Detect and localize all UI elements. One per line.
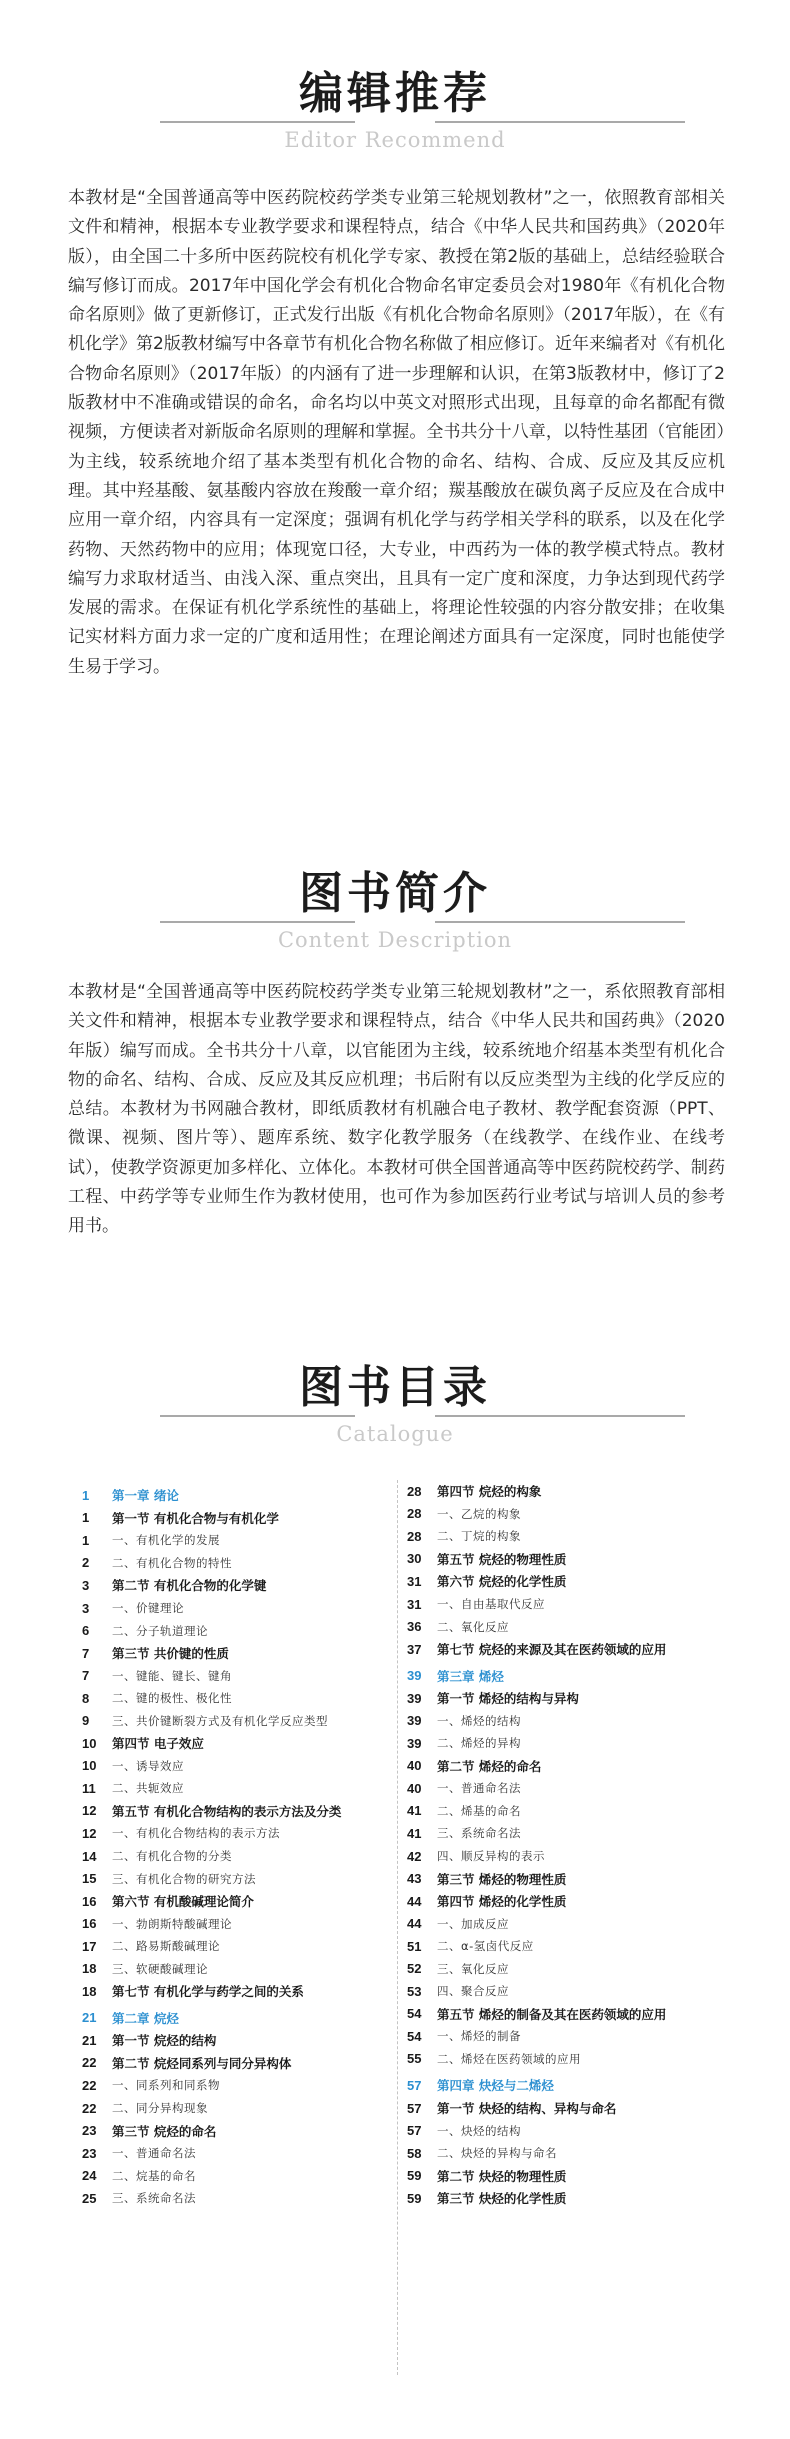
toc-page-number: 54: [407, 2028, 422, 2044]
toc-item-row: [82, 1529, 392, 1552]
toc-section-row: [407, 2097, 737, 2120]
toc-entry-title: 三、软硬酸碱理论: [112, 1961, 208, 1976]
toc-page-number: 42: [407, 1848, 422, 1864]
toc-page-number: 22: [82, 2077, 97, 2093]
toc-section-row: [82, 1574, 392, 1597]
toc-page-number: 44: [407, 1893, 422, 1909]
toc-item-row: [82, 1552, 392, 1575]
toc-item-row: [82, 2097, 392, 2120]
toc-entry-title: 一、加成反应: [437, 1916, 509, 1931]
title-rule-left: [160, 921, 355, 923]
toc-item-row: [407, 1957, 737, 1980]
toc-entry-title: 二、分子轨道理论: [112, 1623, 208, 1638]
toc-item-row: [407, 1593, 737, 1616]
toc-entry-title: 第二节 烯烃的命名: [437, 1758, 542, 1774]
toc-entry-title: 第五节 烷烃的物理性质: [437, 1551, 567, 1567]
toc-page-number: 22: [82, 2055, 97, 2071]
toc-entry-title: 第七节 烷烃的来源及其在医药领域的应用: [437, 1642, 667, 1658]
toc-page-number: 9: [82, 1713, 90, 1729]
toc-page-number: 17: [82, 1938, 97, 1954]
toc-item-row: [82, 1709, 392, 1732]
toc-page-number: 51: [407, 1938, 422, 1954]
toc-page-number: 53: [407, 1983, 422, 1999]
editor-recommend-paragraph: 本教材是“全国普通高等中医药院校药学类专业第三轮规划教材”之一，依照教育部相关文件和精神，根据本专业教学要求和课程特点，结合《中华人民共和国药典》（2020年版），由全国二十多所中医药院校有机化学专家、教授在第2版的基础上，总结经验联合编写修订而成。2017年中国化学会有机化合物命名审定委员会对1980年《有机化合物命名原则》做了更新修订，正式发行出版《有机化合物命名原则》（2017年版），在《有机化学》第2版教材编写中各章节有机化合物名称做了相应修订。近年来编者对《有机化合物命名原则》（2017年版）的内涵有了进一步理解和认识，在第3版教材中，修订了2版教材中不准确或错误的命名，命名均以中英文对照形式出现，且每章的命名都配有微视频，方便读者对新版命名原则的理解和掌握。全书共分十八章，以特性基团（官能团）为主线，较系统地介绍了基本类型有机化合物的命名、结构、合成、反应及其反应机理。其中羟基酸、氨基酸内容放在羧酸一章介绍；羰基酸放在碳负离子反应及在合成中应用一章介绍，内容具有一定深度；强调有机化学与药学相关学科的联系，以及在化学药物、天然药物中的应用；体现宽口径，大专业，中西药为一体的教学模式特点。教材编写力求取材适当、由浅入深、重点突出，且具有一定广度和深度，力争达到现代药学发展的需求。在保证有机化学系统性的基础上，将理论性较强的内容分散安排；在收集记实材料方面力求一定的广度和适用性；在理论阐述方面具有一定深度，同时也能使学生易于学习。: [68, 188, 725, 677]
toc-item-row: [407, 2119, 737, 2142]
toc-entry-title: 二、烯烃的异构: [437, 1736, 521, 1751]
toc-right-column: [407, 1480, 737, 2210]
toc-entry-title: 第四节 烯烃的化学性质: [437, 1894, 567, 1910]
toc-page-number: 37: [407, 1641, 422, 1657]
toc-entry-title: 第二节 烷烃同系列与同分异构体: [112, 2055, 292, 2071]
toc-column-divider: [397, 1480, 398, 2375]
toc-item-row: [82, 1687, 392, 1710]
toc-entry-title: 一、价键理论: [112, 1601, 184, 1615]
toc-entry-title: 二、共轭效应: [112, 1781, 184, 1796]
toc-chapter-row: [407, 1664, 737, 1687]
toc-entry-title: 第三节 共价键的性质: [112, 1646, 229, 1662]
toc-section-row: [407, 1755, 737, 1778]
toc-entry-title: 第一节 烷烃的结构: [112, 2033, 217, 2049]
toc-page-number: 57: [407, 2123, 422, 2139]
toc-page-number: 16: [82, 1916, 97, 1932]
toc-entry-title: 四、聚合反应: [437, 1984, 509, 1999]
toc-page-number: 39: [407, 1735, 422, 1751]
toc-entry-title: 三、氧化反应: [437, 1961, 509, 1976]
toc-page-number: 23: [82, 2123, 97, 2139]
toc-entry-title: 二、同分异构现象: [112, 2101, 208, 2116]
toc-entry-title: 第四节 电子效应: [112, 1736, 204, 1752]
toc-item-row: [407, 2048, 737, 2071]
toc-entry-title: 第一章 绪论: [112, 1488, 179, 1504]
toc-entry-title: 第三节 烷烃的命名: [112, 2123, 217, 2139]
toc-item-row: [407, 1845, 737, 1868]
toc-entry-title: 一、烯烃的结构: [437, 1713, 521, 1728]
toc-entry-title: 二、键的极性、极化性: [112, 1691, 232, 1706]
toc-entry-title: 第七节 有机化学与药学之间的关系: [112, 1984, 304, 2000]
toc-page-number: 1: [82, 1510, 90, 1526]
toc-section-row: [82, 1732, 392, 1755]
toc-page-number: 39: [407, 1713, 422, 1729]
toc-page-number: 24: [82, 2168, 97, 2184]
toc-entry-title: 第一节 炔烃的结构、异构与命名: [437, 2101, 617, 2117]
toc-section-row: [82, 1980, 392, 2003]
toc-page-number: 28: [407, 1483, 422, 1499]
toc-item-row: [82, 1935, 392, 1958]
toc-item-row: [407, 1615, 737, 1638]
toc-section-row: [82, 1642, 392, 1665]
editor-section-title: 编辑推荐: [299, 68, 491, 119]
toc-page-number: 21: [82, 2032, 97, 2048]
toc-entry-title: 第六节 烷烃的化学性质: [437, 1574, 567, 1590]
toc-entry-title: 二、烷基的命名: [112, 2168, 196, 2183]
toc-entry-title: 二、有机化合物的特性: [112, 1555, 232, 1570]
toc-page-number: 54: [407, 2006, 422, 2022]
toc-entry-title: 一、同系列和同系物: [112, 2078, 220, 2093]
toc-page-number: 41: [407, 1803, 422, 1819]
toc-page-number: 1: [82, 1532, 90, 1548]
toc-page-number: 23: [82, 2145, 97, 2161]
toc-entry-title: 第一节 有机化合物与有机化学: [112, 1510, 279, 1526]
toc-page-number: 31: [407, 1573, 422, 1589]
toc-section-row: [82, 1800, 392, 1823]
toc-entry-title: 一、勃朗斯特酸碱理论: [112, 1916, 232, 1931]
toc-item-row: [82, 1867, 392, 1890]
toc-item-row: [407, 2025, 737, 2048]
editor-section-subtitle: Editor Recommend: [284, 128, 506, 152]
toc-left-column: [82, 1480, 392, 2210]
toc-page-number: 21: [82, 2010, 97, 2026]
toc-page-number: 57: [407, 2100, 422, 2116]
toc-entry-title: 第四章 炔烃与二烯烃: [437, 2078, 554, 2094]
toc-page-number: 18: [82, 1961, 97, 1977]
title-rule-right: [435, 1415, 685, 1417]
toc-entry-title: 二、路易斯酸碱理论: [112, 1939, 220, 1954]
toc-entry-title: 第五节 烯烃的制备及其在医药领域的应用: [437, 2006, 667, 2022]
toc-page-number: 8: [82, 1690, 90, 1706]
toc-entry-title: 一、有机化学的发展: [112, 1533, 220, 1548]
toc-entry-title: 一、乙烷的构象: [437, 1506, 521, 1521]
toc-entry-title: 第四节 烷烃的构象: [437, 1484, 542, 1500]
toc-entry-title: 第三节 炔烃的化学性质: [437, 2191, 567, 2207]
toc-chapter-row: [82, 2007, 392, 2030]
toc-entry-title: 三、有机化合物的研究方法: [112, 1871, 256, 1886]
toc-page-number: 59: [407, 2190, 422, 2206]
toc-section-row: [82, 2119, 392, 2142]
toc-entry-title: 第二章 烷烃: [112, 2010, 179, 2026]
toc-section-row: [82, 1507, 392, 1530]
content-description-paragraph: 本教材是“全国普通高等中医药院校药学类专业第三轮规划教材”之一，系依照教育部相关文件和精神，根据本专业教学要求和课程特点，结合《中华人民共和国药典》（2020年版）编写而成。全书共分十八章，以官能团为主线，较系统地介绍基本类型有机化合物的命名、结构、合成、反应及其反应机理；书后附有以反应类型为主线的化学反应的总结。本教材为书网融合教材，即纸质教材有机融合电子教材、教学配套资源（PPT、微课、视频、图片等）、题库系统、数字化教学服务（在线教学、在线作业、在线考试），使教学资源更加多样化、立体化。本教材可供全国普通高等中医药院校药学、制药工程、中药学等专业师生作为教材使用，也可作为参加医药行业考试与培训人员的参考用书。: [68, 982, 725, 1237]
toc-section-row: [407, 1638, 737, 1661]
toc-item-row: [82, 2187, 392, 2210]
toc-entry-title: 第三章 烯烃: [437, 1668, 504, 1684]
toc-page-number: 3: [82, 1577, 90, 1593]
toc-item-row: [407, 1822, 737, 1845]
toc-section-row: [407, 1570, 737, 1593]
toc-page-number: 52: [407, 1961, 422, 1977]
toc-page-number: 55: [407, 2051, 422, 2067]
toc-section-row: [407, 1687, 737, 1710]
title-rule-left: [160, 1415, 355, 1417]
toc-page-number: 22: [82, 2100, 97, 2116]
toc-item-row: [407, 1935, 737, 1958]
toc-page-number: 10: [82, 1735, 97, 1751]
toc-page-number: 40: [407, 1780, 422, 1796]
toc-item-row: [82, 2074, 392, 2097]
toc-entry-title: 第二节 有机化合物的化学键: [112, 1578, 267, 1594]
toc-entry-title: 一、炔烃的结构: [437, 2123, 521, 2138]
content-section-subtitle: Content Description: [277, 928, 513, 952]
toc-section-row: [407, 2187, 737, 2210]
toc-entry-title: 二、α-氢卤代反应: [437, 1939, 534, 1954]
toc-section-row: [407, 1867, 737, 1890]
toc-entry-title: 二、炔烃的异构与命名: [437, 2146, 557, 2161]
toc-item-row: [407, 1732, 737, 1755]
toc-entry-title: 二、烯烃在医药领域的应用: [437, 2051, 581, 2066]
editor-section-header: [0, 64, 790, 174]
toc-page-number: 57: [407, 2077, 422, 2093]
toc-page-number: 28: [407, 1528, 422, 1544]
toc-entry-title: 一、自由基取代反应: [437, 1597, 545, 1611]
toc-section-row: [407, 2164, 737, 2187]
toc-entry-title: 二、氧化反应: [437, 1619, 509, 1634]
toc-item-row: [82, 1777, 392, 1800]
toc-item-row: [407, 2142, 737, 2165]
catalogue-section-subtitle: Catalogue: [336, 1422, 454, 1446]
toc-page-number: 12: [82, 1825, 97, 1841]
toc-page-number: 7: [82, 1668, 90, 1684]
toc-page-number: 39: [407, 1668, 422, 1684]
toc-page-number: 31: [407, 1596, 422, 1612]
toc-entry-title: 一、诱导效应: [112, 1758, 184, 1773]
toc-entry-title: 一、烯烃的制备: [437, 2029, 521, 2044]
toc-page-number: 28: [407, 1506, 422, 1522]
toc-page-number: 12: [82, 1803, 97, 1819]
toc-item-row: [82, 1597, 392, 1620]
catalogue-section-header: [0, 1358, 790, 1468]
toc-page-number: 15: [82, 1871, 97, 1887]
toc-entry-title: 第三节 烯烃的物理性质: [437, 1871, 567, 1887]
toc-page-number: 18: [82, 1983, 97, 1999]
toc-page-number: 6: [82, 1623, 90, 1639]
toc-entry-title: 三、系统命名法: [112, 2191, 196, 2206]
title-rule-right: [435, 121, 685, 123]
toc-entry-title: 二、烯基的命名: [437, 1803, 521, 1818]
toc-item-row: [82, 1664, 392, 1687]
toc-entry-title: 第一节 烯烃的结构与异构: [437, 1691, 579, 1707]
toc-item-row: [407, 1525, 737, 1548]
toc-item-row: [407, 1709, 737, 1732]
toc-page-number: 30: [407, 1551, 422, 1567]
toc-page-number: 58: [407, 2145, 422, 2161]
toc-page-number: 40: [407, 1758, 422, 1774]
toc-section-row: [407, 2003, 737, 2026]
toc-entry-title: 第六节 有机酸碱理论简介: [112, 1894, 254, 1910]
toc-entry-title: 二、丁烷的构象: [437, 1529, 521, 1544]
toc-page-number: 36: [407, 1619, 422, 1635]
toc-section-row: [407, 1890, 737, 1913]
toc-page-number: 39: [407, 1690, 422, 1706]
toc-page-number: 3: [82, 1600, 90, 1616]
toc-entry-title: 三、系统命名法: [437, 1826, 521, 1841]
toc-item-row: [82, 2164, 392, 2187]
content-section-title: 图书简介: [299, 868, 491, 919]
content-section-header: [0, 864, 790, 974]
toc-page-number: 41: [407, 1825, 422, 1841]
toc-page-number: 7: [82, 1645, 90, 1661]
toc-entry-title: 第五节 有机化合物结构的表示方法及分类: [112, 1803, 342, 1819]
toc-entry-title: 三、共价键断裂方式及有机化学反应类型: [112, 1713, 328, 1728]
toc-page-number: 2: [82, 1555, 90, 1571]
toc-page-number: 25: [82, 2190, 97, 2206]
toc-section-row: [407, 1548, 737, 1571]
toc-item-row: [82, 1912, 392, 1935]
toc-entry-title: 第二节 炔烃的物理性质: [437, 2168, 567, 2184]
title-rule-right: [435, 921, 685, 923]
toc-page-number: 10: [82, 1758, 97, 1774]
toc-item-row: [407, 1912, 737, 1935]
title-rule-left: [160, 121, 355, 123]
toc-entry-title: 一、有机化合物结构的表示方法: [112, 1826, 280, 1841]
toc-section-row: [82, 2029, 392, 2052]
toc-chapter-row: [82, 1484, 392, 1507]
toc-item-row: [407, 1777, 737, 1800]
toc-section-row: [407, 1480, 737, 1503]
toc-item-row: [82, 1619, 392, 1642]
toc-page-number: 44: [407, 1916, 422, 1932]
toc-page-number: 43: [407, 1871, 422, 1887]
toc-page-number: 14: [82, 1848, 97, 1864]
toc-section-row: [82, 1890, 392, 1913]
toc-entry-title: 二、有机化合物的分类: [112, 1849, 232, 1864]
toc-page-number: 11: [82, 1780, 96, 1796]
toc-entry-title: 一、键能、键长、键角: [112, 1668, 232, 1683]
toc-item-row: [82, 1845, 392, 1868]
toc-item-row: [82, 1755, 392, 1778]
toc-item-row: [82, 1822, 392, 1845]
toc-item-row: [82, 2142, 392, 2165]
toc-chapter-row: [407, 2074, 737, 2097]
toc-item-row: [407, 1503, 737, 1526]
toc-page-number: 59: [407, 2168, 422, 2184]
toc-page-number: 1: [82, 1487, 90, 1503]
toc-entry-title: 一、普通命名法: [112, 2146, 196, 2161]
catalogue-section-title: 图书目录: [299, 1362, 491, 1413]
toc-entry-title: 一、普通命名法: [437, 1781, 521, 1796]
toc-page-number: 16: [82, 1893, 97, 1909]
toc-section-row: [82, 2052, 392, 2075]
toc-item-row: [82, 1957, 392, 1980]
toc-item-row: [407, 1980, 737, 2003]
toc-entry-title: 四、顺反异构的表示: [437, 1849, 545, 1864]
toc-item-row: [407, 1800, 737, 1823]
